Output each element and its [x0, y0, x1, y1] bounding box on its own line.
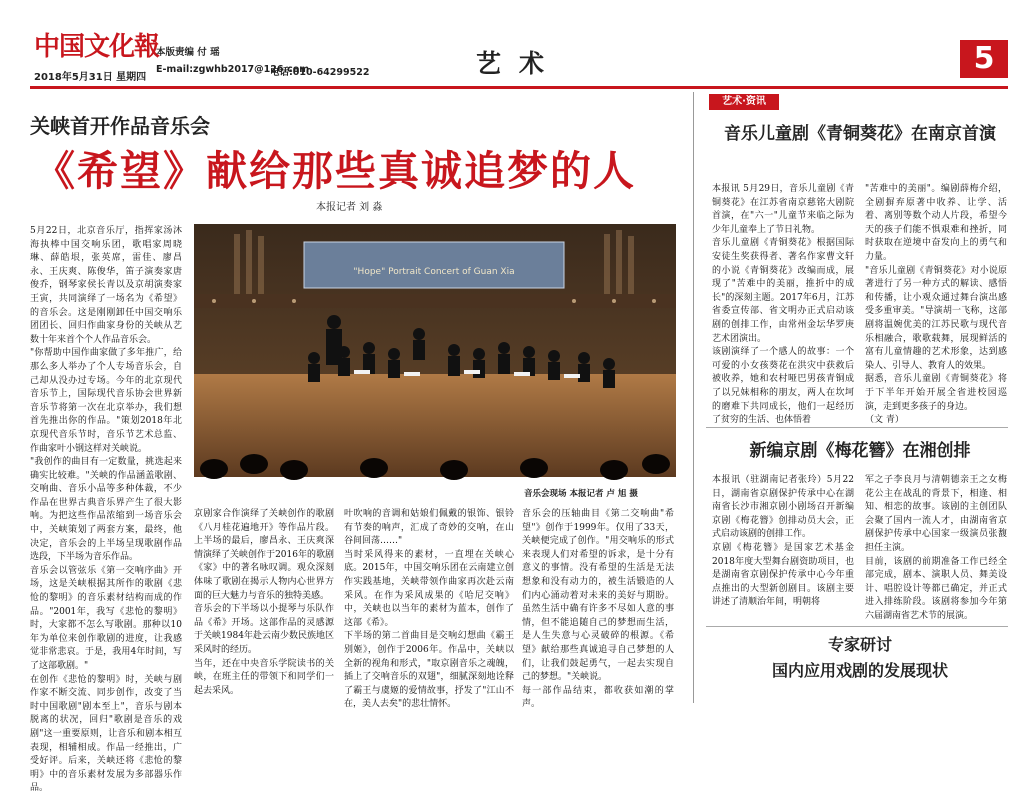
story1-column-2-text: "苦难中的美丽"。编剧薛梅介绍，全剧摒弃原著中收养、让学、活着、离别等数个动人片段，希望今天的孩子们能不惧艰难和挫折，同时获取在逆境中奋发向上的勇气和力量。 "音乐儿童剧《青铜葵花》对小说原著进行了另一种方式的解读、感悟和传播，让小观众通过舞台演出感受多重审美。"导演胡一飞称，这部剧将温婉优美的江苏民歌与现代音乐相融合，歌歌载舞，展现鲜活的富有儿童情趣的艺术形象，达到感染人、引导人、教育人的效果。 据悉，音乐儿童剧《青铜葵花》将于下半年开始开展全省进校园巡演，走到更多孩子的身边。 （文 青）: [865, 184, 1007, 426]
story2-column-1-text: 本报讯（驻湖南记者张玲）5月22日，湖南省京剧保护传承中心在湖南省长沙市湘京剧小剧场召开新编京剧《梅花簪》创排动员大会，正式启动该剧的创排工作。 京剧《梅花簪》是国家艺术基金2018年度大型舞台剧资助项目，也是湖南省京剧保护传承中心今年重点推出的大型新创剧目。该剧主要讲述了清顺治年间，明朝将: [712, 475, 854, 608]
concert-photo-image: [194, 224, 676, 477]
lead-byline: 本报记者 刘 淼: [316, 202, 383, 213]
story3-kicker: 专家研讨: [827, 635, 892, 654]
story-divider-2: [706, 626, 1008, 627]
lead-column-2-text: 京剧家合作演绎了关峡创作的歌剧《八月桂花遍地开》等作品片段。上半场的最后，廖昌永、王庆爽深情演绎了关峡创作于2016年的歌剧《家》中的著名咏叹调。观众深刻体味了歌剧在揭示人物内心世界方面的巨大魅力与音乐的独特美感。 音乐会的下半场以小提琴与乐队作品《希》开场。这部作品的灵感源于关峡1984年赴云南少数民族地区采风时的经历。 当年，还在中央音乐学院读书的关峡，在班主任的带领下和同学们一起去采风。: [194, 509, 334, 696]
lead-column-4: [522, 508, 674, 710]
story3-title: 国内应用戏剧的发展现状: [771, 661, 948, 680]
section-title: 艺术: [476, 49, 563, 78]
newspaper-logo: 中国文化報: [34, 32, 160, 62]
email-line: E-mail:zgwhb2017@126.com: [156, 64, 310, 75]
story1-column-2: [865, 183, 1007, 426]
lead-column-4-text: 音乐会的压轴曲目《第二交响曲"希望"》创作于1999年。仅用了33天，关峡便完成了创作。"用交响乐的形式来表现人们对希望的诉求，是十分有意义的事情。没有希望的生活是无法想象和没有动力的，被生活锻造的人们内心涌动着对未来的美好与期盼。虽然生活中确有许多不尽如人意的事情，但不能追随自己的梦想而生活，是人生失意与心灵破碎的根源。《希望》献给那些真诚追寻自己梦想的人们，让我们鼓起勇气，一起去实现自己的梦想。"关峡说。 每一部作品结束，都收获如潮的掌声。: [522, 509, 674, 710]
masthead-rule: [30, 86, 1008, 89]
story3-heading: [712, 632, 1008, 684]
story-divider: [706, 427, 1008, 428]
lead-column-1-text: 5月22日，北京音乐厅，指挥家汤沐海执棒中国交响乐团，歌唱家周晓琳、薛皓垠，张英席，雷佳、廖昌永、王庆爽、陈俊华，笛子演奏家唐俊乔，钢琴家侯长青以及京胡演奏家王寅，共同演绎了一场名为《希望》的音乐会。这是刚刚卸任中国交响乐团团长、回归作曲家身份的关峡从艺数十年来首个个人作品音乐会。 "你帮助中国作曲家做了多年推广，给那么多人举办了个人专场音乐会，自己却从没办过专场。今年的北京现代音乐节上，国际现代音乐协会世界新音乐节将第一次在北京举办，我们想首先推出你的作品。"策划2018年北京现代音乐节时，音乐节艺术总监、作曲家叶小钢这样对关峡说。 "我创作的曲目有一定数量，挑选起来确实比较难。"关峡的作品涵盖歌剧、交响曲、音乐小品等多种体裁，不少作品在世界古典音乐界产生了很大影响。为把这些作品浓缩到一场音乐会中，关峡策划了两套方案，最终，他决定，音乐会的上半场呈现歌剧作品选段，下半场为音乐作品。 音乐会以管弦乐《第一交响序曲》开场，这是关峡根据其所作的歌剧《悲怆的黎明》的音乐素材结构而成的作品。"2001年，我写《悲怆的黎明》时，大家都不怎么写歌剧。那种以10年为单位来创作歌剧的进度，让我感觉非常悲哀。于是，我用4年时间，写了这部歌剧。" 在创作《悲怆的黎明》时，关峡与剧作家不断交流、同步创作，改变了当时中国歌剧"剧本至上"，音乐与剧本脱离的状况，回归"歌剧是音乐的戏剧"这一重要原则，让音乐和剧本相互表现，相辅相成。作品一经推出，广受好评。后来，关峡还将《悲怆的黎明》中的音乐素材发展为多部器乐作品。: [30, 226, 182, 794]
lead-column-3: [344, 508, 514, 710]
lead-column-2: [194, 508, 334, 703]
column-divider: [693, 92, 694, 703]
photo-caption: 音乐会现场 本报记者 卢 旭 摄: [524, 489, 638, 499]
phone-line: 电话:010-64299522: [270, 67, 370, 78]
issue-date: 2018年5月31日 星期四: [34, 72, 147, 83]
lead-kicker: 关峡首开作品音乐会: [30, 114, 210, 138]
story2-column-2-text: 军之子李良月与清朝德亲王之女梅花公主在战乱的背景下，相逢、相知、相恋的故事。该剧的主创团队会聚了国内一流人才，由湖南省京剧保护传承中心国家一级演员张馥担任主演。 目前，该剧的前期准备工作已经全部完成，剧本、演职人员、舞美设计、唱腔设计等都已确定，并正式进入排练阶段。该剧将参加今年第六届湖南省艺术节的展演。: [865, 475, 1007, 621]
lead-headline: 《希望》献给那些真诚追梦的人: [34, 147, 636, 195]
story2-title: 新编京剧《梅花簪》在湘创排: [749, 441, 971, 461]
concert-photo: [194, 224, 676, 477]
story2-column-1: [712, 474, 854, 624]
story1-title: 音乐儿童剧《青铜葵花》在南京首演: [724, 124, 996, 144]
story1-column-1: [712, 183, 854, 426]
lead-column-3-text: 叶吹响的音调和姑娘们佩戴的银饰、银铃有节奏的响声，汇成了奇妙的交响，在山谷间回荡……" 当时采风得来的素材，一直埋在关峡心底。2015年，中国交响乐团在云南建立创作实践基地，关峡带领作曲家再次赴云南采风。在作为采风成果的《哈尼交响》中，关峡也以当年的素材为蓝本，创作了这部《希》。 下半场的第二首曲目是交响幻想曲《霸王别姬》，创作于2006年。作品中，关峡以全新的视角和形式，"取京剧音乐之魂魄，插上了交响音乐的双翅"，细腻深刻地诠释了霸王与虞姬的爱情故事，抒发了"江山不在，美人去矣"的悲壮情怀。: [344, 509, 514, 710]
page-number: 5: [960, 40, 1008, 78]
photo-banner-text: "Hope" Portrait Concert of Guan Xia: [353, 267, 515, 277]
lead-column-1: [30, 225, 182, 794]
story2-column-2: [865, 474, 1007, 624]
news-tag: 艺术·资讯: [709, 94, 779, 110]
story1-column-1-text: 本报讯 5月29日，音乐儿童剧《青铜葵花》在江苏省南京慈铭大剧院首演，在"六一"儿童节来临之际为少年儿童奉上了节日礼物。 音乐儿童剧《青铜葵花》根据国际安徒生奖获得者、著名作家曹文轩的小说《青铜葵花》改编而成，展现了"苦难中的美丽，推折中的成长"的深刻主题。2017年6月，江苏省委宣传部、省文明办正式启动该剧的创排工作，由常州金坛华罗庚艺术团演出。 该剧演绎了一个感人的故事：一个可爱的小女孩葵花在洪灾中获救后被收养，她和农村哑巴男孩青铜成了以兄妹相称的朋友，两人在坎坷的磨难下共同成长，他们一起经历了贫穷的生活、也体悟着: [712, 184, 854, 426]
editor-line: 本版责编 付 瑶: [156, 47, 220, 58]
